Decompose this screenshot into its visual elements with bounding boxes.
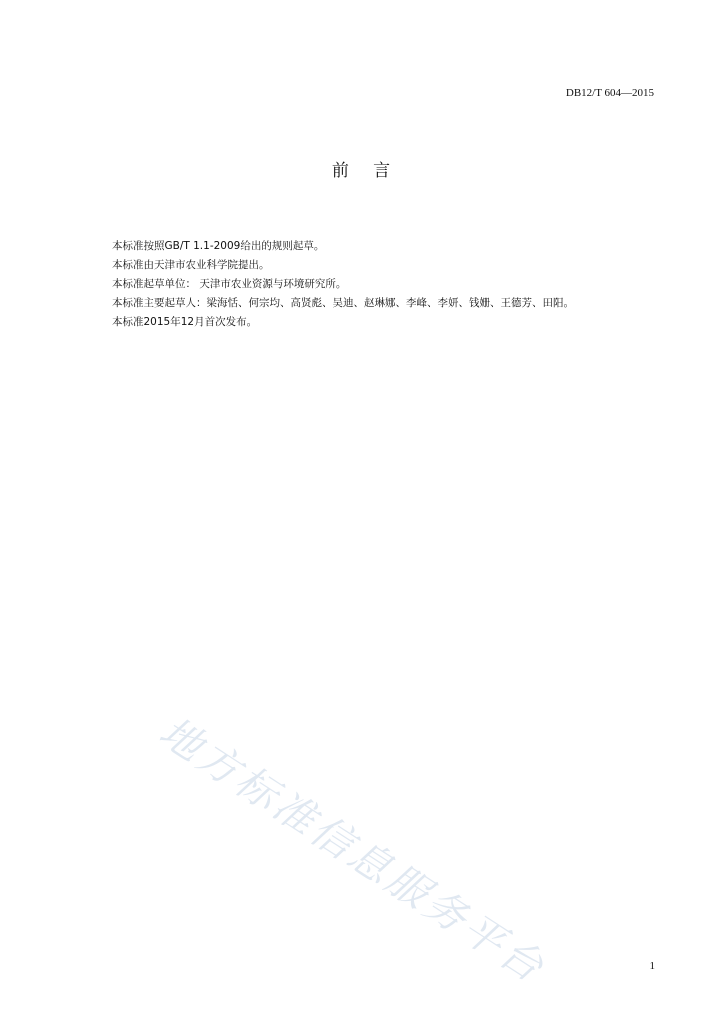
page-title: 前 言 bbox=[331, 161, 393, 181]
page-number: 1 bbox=[649, 960, 655, 972]
foreword-body bbox=[112, 237, 672, 332]
paragraph-drafting-unit: 本标准起草单位： 天津市农业资源与环境研究所。 bbox=[112, 278, 347, 290]
paragraph-drafters: 本标准主要起草人：梁海恬、何宗均、高贤彪、吴迪、赵琳娜、李峰、李妍、钱姗、王德芳、田阳。 bbox=[112, 297, 574, 309]
paragraph-proposer: 本标准由天津市农业科学院提出。 bbox=[112, 259, 270, 271]
paragraph-release: 本标准2015年12月首次发布。 bbox=[112, 316, 258, 328]
document-code: DB12/T 604—2015 bbox=[565, 87, 654, 99]
paragraph-drafting-rules: 本标准按照GB/T 1.1-2009给出的规则起草。 bbox=[112, 240, 325, 252]
watermark: 地方标准信息服务平台 bbox=[150, 707, 555, 993]
